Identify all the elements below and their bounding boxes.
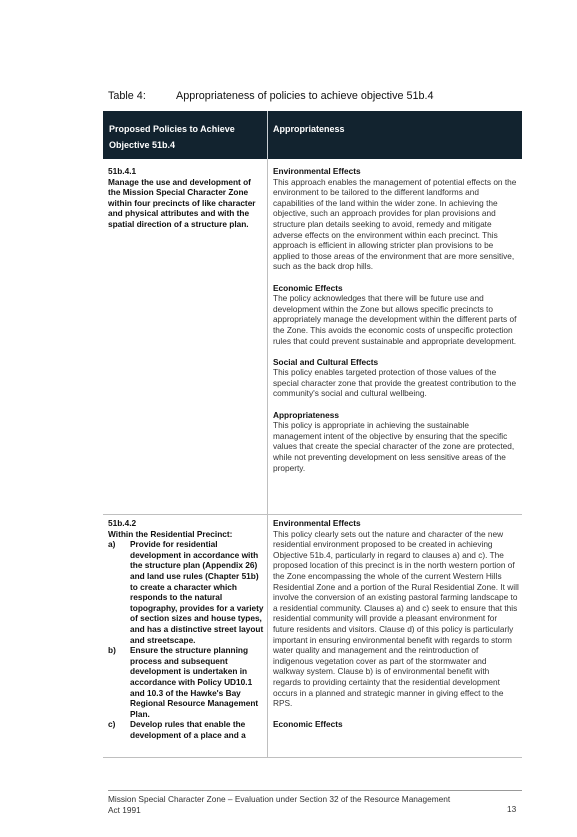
policy-number: 51b.4.1 <box>108 166 137 176</box>
policy-clause-list <box>108 539 265 740</box>
section-appropriateness <box>273 410 519 474</box>
clause-label: b) <box>108 645 116 656</box>
header-divider <box>267 111 268 159</box>
section-heading: Environmental Effects <box>273 518 361 528</box>
column-divider <box>267 159 268 757</box>
section-text: The policy acknowledges that there will be future use and development within the Zone but allows specific precincts to appropriately manage the development within the different parts of the Zone. This avoids the economic costs of unspecific protection rules that could prevent sustainable and appropriate development. <box>273 293 517 346</box>
table-caption <box>108 90 434 102</box>
section-text: This policy is appropriate in achieving the sustainable management intent of the objective by ensuring that the specific values that create the special character of the zone are protected, while not preventing development on less sensitive areas of the property. <box>273 420 515 473</box>
row-divider <box>103 514 522 515</box>
section-heading: Economic Effects <box>273 282 343 293</box>
policy-clause <box>108 719 265 740</box>
section-text: This approach enables the management of potential effects on the environment to be tailored to the different landforms and capabilities of the land within the wider zone. In achieving the objective, such an approach provides for plan provisions and structure plan details seeking to avoid, remedy and mitigate adverse effects on the environment within each precinct. This approach is efficient in allowing stricter plan provisions to be applied to those areas of the environment that are more sensitive, such as the back drop hills. <box>273 176 517 272</box>
clause-text: Provide for residential development in accordance with the structure plan (Appendix 26) and land use rules (Chapter 51b) to create a character which responds to the natural topography, provides for a variety of section sizes and house types, and has a distinctive street layout and streetscape. <box>130 539 264 645</box>
section-heading: Environmental Effects <box>273 166 361 176</box>
section-social-cultural-effects <box>273 357 519 399</box>
row1-appropriateness-cell <box>273 166 519 484</box>
section-text: This policy enables targeted protection of those values of the special character zone that provide the greatest contribution to the community's social and cultural wellbeing. <box>273 367 517 399</box>
clause-text: Ensure the structure planning process and subsequent development is undertaken in accordance with Policy UD10.1 and 10.3 of the Hawke's Bay Regional Resource Management Plan. <box>130 645 259 719</box>
footer-rule <box>108 790 522 791</box>
section-economic-effects <box>273 283 519 347</box>
section-heading: Appropriateness <box>273 409 339 420</box>
page-number: 13 <box>507 804 517 814</box>
row2-appropriateness-cell <box>273 518 519 740</box>
policy-intro: Within the Residential Precinct: <box>108 528 233 539</box>
policy-text: Manage the use and development of the Mission Special Character Zone within four precincts of like character and physical attributes and with the spatial direction of a structure plan. <box>108 176 256 229</box>
section-heading: Social and Cultural Effects <box>273 356 379 367</box>
header-appropriateness: Appropriateness <box>273 124 345 134</box>
policy-clause <box>108 539 265 645</box>
clause-label: a) <box>108 539 116 550</box>
table-header <box>103 111 522 159</box>
clause-text: Develop rules that enable the development of a place and a <box>130 719 246 740</box>
policy-clause <box>108 645 265 719</box>
section-economic-effects <box>273 719 519 730</box>
section-environmental-effects <box>273 166 519 272</box>
policy-number: 51b.4.2 <box>108 518 137 528</box>
clause-label: c) <box>108 719 116 730</box>
table-number: Table 4: <box>108 90 146 102</box>
table-bottom-rule <box>103 757 522 758</box>
footer-text: Mission Special Character Zone – Evaluation under Section 32 of the Resource Management Act 1991 <box>108 794 451 815</box>
row1-policy-cell <box>108 166 265 230</box>
table-title: Appropriateness of policies to achieve objective 51b.4 <box>176 90 434 102</box>
section-text: This policy clearly sets out the nature and character of the new residential environment proposed to be created in achieving Objective 51b.4, particularly in regard to clauses a) and c). The proposed location of this precinct is in the north western portion of the Zone encompassing the whole of the current Western Hills Residential Zone and a portion of the Rural Residential Zone. It will involve the conversion of an existing pastoral farming landscape to a residential community. Clauses a) and c) seek to ensure that this residential community will provide a pleasant environment for future residents and visitors. Clause d) of this policy is particularly important in ensuring environmental benefit with regards to storm water quality and management and the reintroduction of indigenous vegetation cover as part of the stormwater and walkway system. Clause b) is of environmental benefit with regards to providing certainty that the residential development occurs in a planned and strategic manner in giving effect to the RPS. <box>273 528 519 709</box>
section-environmental-effects <box>273 518 519 709</box>
header-policies: Proposed Policies to Achieve Objective 51b.4 <box>109 124 235 150</box>
section-heading: Economic Effects <box>273 719 343 730</box>
row2-policy-cell <box>108 518 265 740</box>
